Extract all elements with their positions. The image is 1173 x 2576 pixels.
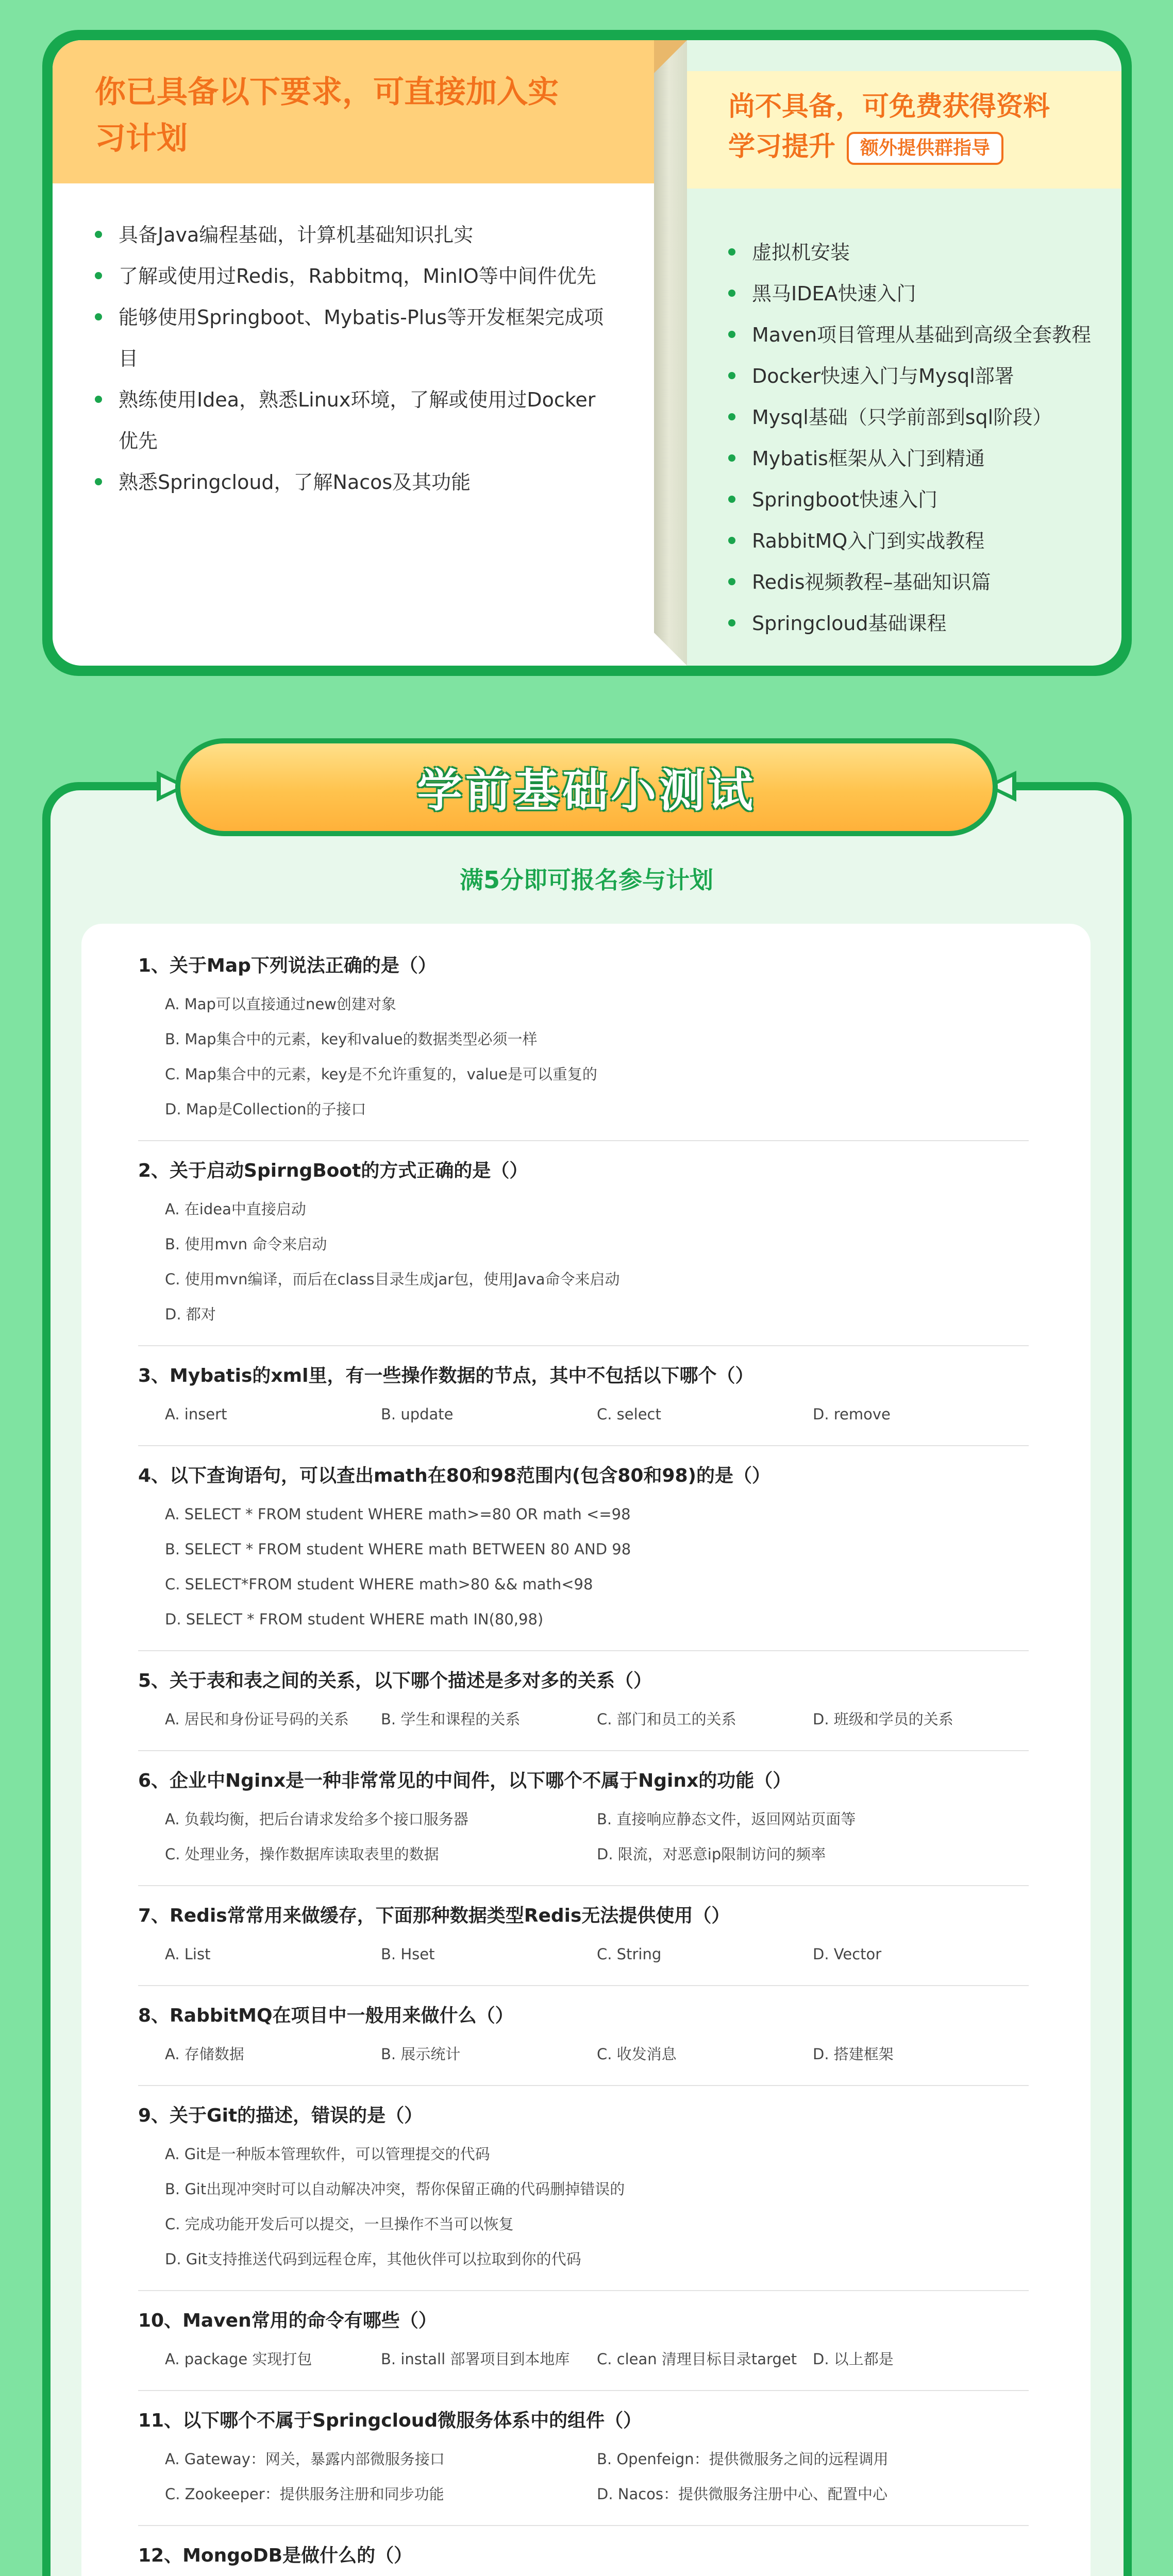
option: A. Map可以直接通过new创建对象: [165, 995, 396, 1013]
questions-list: [81, 924, 1091, 2576]
option: C. Zookeeper：提供服务注册和同步功能: [165, 2485, 444, 2503]
question-options: [138, 1192, 1029, 1332]
question-title: 9、关于Git的描述，错误的是（）: [138, 2105, 423, 2126]
option: A. SELECT * FROM student WHERE math>=80 OR math <=98: [165, 1505, 631, 1523]
option: A. insert: [165, 1405, 227, 1423]
option: D. Git支持推送代码到远程仓库，其他伙伴可以拉取到你的代码: [165, 2250, 581, 2268]
list-item: 虚拟机安装: [728, 232, 1110, 273]
question-item: [138, 1901, 1029, 1986]
page-fold-decoration: [654, 40, 687, 666]
option: D. Map是Collection的子接口: [165, 1100, 366, 1118]
page-fold-bottom: [654, 633, 687, 666]
option: B. Hset: [381, 1945, 435, 1963]
question-options: [138, 987, 1029, 1127]
question-item: [138, 951, 1029, 1141]
option: B. 展示统计: [381, 2045, 461, 2063]
option: B. install 部署项目到本地库: [381, 2350, 570, 2368]
requirements-panel: [42, 30, 1132, 676]
option: A. 负载均衡，把后台请求发给多个接口服务器: [165, 1810, 468, 1828]
question-item: [138, 1361, 1029, 1446]
option: D. SELECT * FROM student WHERE math IN(80,98): [165, 1611, 544, 1628]
requirements-list: [53, 183, 654, 503]
option: B. 直接响应静态文件，返回网站页面等: [597, 1810, 856, 1828]
option: C. 收发消息: [597, 2045, 677, 2063]
list-item: Springcloud基础课程: [728, 603, 1110, 644]
group-guidance-badge: 额外提供群指导: [847, 132, 1003, 165]
option: C. clean 清理目标目录target: [597, 2350, 797, 2368]
list-item: Springboot快速入门: [728, 479, 1110, 520]
option: A. Git是一种版本管理软件，可以管理提交的代码: [165, 2145, 490, 2163]
option: B. Map集合中的元素，key和value的数据类型必须一样: [165, 1030, 538, 1048]
question-options: [138, 1497, 1029, 1637]
question-options: [138, 2137, 1029, 2277]
option: B. Git出现冲突时可以自动解决冲突，帮你保留正确的代码删掉错误的: [165, 2180, 625, 2198]
requirements-left-card: [53, 40, 654, 666]
question-options: [138, 1397, 1029, 1432]
option: D. remove: [813, 1405, 891, 1423]
questions-card: [81, 924, 1091, 2576]
option: B. update: [381, 1405, 454, 1423]
question-item: [138, 1156, 1029, 1346]
quiz-subtitle: 满5分即可报名参与计划: [459, 866, 713, 894]
right-title-line2: 学习提升: [728, 131, 836, 162]
list-item: Mysql基础（只学前部到sql阶段）: [728, 397, 1110, 438]
resources-list: [728, 232, 1110, 644]
question-item: [138, 2001, 1029, 2086]
left-card-title: 你已具备以下要求，可直接加入实习计划: [95, 74, 559, 157]
list-item: 熟练使用Idea，熟悉Linux环境，了解或使用过Docker优先: [95, 379, 613, 462]
question-title: 2、关于启动SpirngBoot的方式正确的是（）: [138, 1160, 528, 1181]
question-item: [138, 1461, 1029, 1651]
option: B. Openfeign：提供微服务之间的远程调用: [597, 2450, 889, 2468]
option: D. Nacos：提供微服务注册中心、配置中心: [597, 2485, 888, 2503]
option: B. SELECT * FROM student WHERE math BETWEEN 80 AND 98: [165, 1540, 631, 1558]
list-item: Docker快速入门与Mysql部署: [728, 355, 1110, 397]
question-options: [138, 2342, 1029, 2377]
list-item: 黑马IDEA快速入门: [728, 273, 1110, 314]
question-options: [138, 2037, 1029, 2072]
question-title: 5、关于表和表之间的关系，以下哪个描述是多对多的关系（）: [138, 1670, 652, 1691]
right-title-line1: 尚不具备，可免费获得资料: [728, 91, 1050, 122]
option: C. SELECT*FROM student WHERE math>80 && math<98: [165, 1575, 593, 1593]
question-item: [138, 2405, 1029, 2526]
right-card-header: [687, 71, 1121, 189]
option: C. 完成功能开发后可以提交，一旦操作不当可以恢复: [165, 2215, 514, 2233]
option: D. 班级和学员的关系: [813, 1710, 953, 1728]
option: A. 居民和身份证号码的关系: [165, 1710, 349, 1728]
option: D. Vector: [813, 1945, 882, 1963]
option: D. 搭建框架: [813, 2045, 894, 2063]
question-title: 10、Maven常用的命令有哪些（）: [138, 2310, 437, 2331]
question-item: [138, 1666, 1029, 1751]
list-item: Mybatis框架从入门到精通: [728, 438, 1110, 479]
question-item: [138, 2100, 1029, 2291]
list-item: 熟悉Springcloud，了解Nacos及其功能: [95, 462, 613, 503]
option: D. 限流，对恶意ip限制访问的频率: [597, 1845, 826, 1863]
list-item: RabbitMQ入门到实战教程: [728, 520, 1110, 562]
question-title: 1、关于Map下列说法正确的是（）: [138, 955, 437, 976]
right-card-title: [728, 87, 1111, 167]
option: A. 在idea中直接启动: [165, 1200, 306, 1218]
question-title: 6、企业中Nginx是一种非常常见的中间件，以下哪个不属于Nginx的功能（）: [138, 1770, 792, 1791]
question-title: 11、以下哪个不属于Springcloud微服务体系中的组件（）: [138, 2410, 642, 2431]
question-item: [138, 2306, 1029, 2391]
option: C. 使用mvn编译，而后在class目录生成jar包，使用Java命令来启动: [165, 1270, 620, 1288]
option: A. List: [165, 1945, 211, 1963]
quiz-banner: [175, 738, 998, 836]
question-title: 3、Mybatis的xml里，有一些操作数据的节点，其中不包括以下哪个（）: [138, 1365, 754, 1386]
requirements-inner: [53, 40, 1121, 666]
question-item: [138, 1766, 1029, 1886]
left-card-header: [53, 40, 654, 183]
quiz-banner-title: 学前基础小测试: [416, 764, 756, 817]
option: B. 使用mvn 命令来启动: [165, 1235, 327, 1253]
option: A. Gateway：网关，暴露内部微服务接口: [165, 2450, 445, 2468]
option: C. Map集合中的元素，key是不允许重复的，value是可以重复的: [165, 1065, 597, 1083]
option: C. 部门和员工的关系: [597, 1710, 736, 1728]
question-options: [138, 1702, 1029, 1737]
list-item: 了解或使用过Redis，Rabbitmq，MinIO等中间件优先: [95, 256, 613, 297]
option: C. select: [597, 1405, 661, 1423]
option: D. 以上都是: [813, 2350, 894, 2368]
list-item: Maven项目管理从基础到高级全套教程: [728, 314, 1110, 355]
question-title: 8、RabbitMQ在项目中一般用来做什么（）: [138, 2005, 514, 2026]
option: C. String: [597, 1945, 662, 1963]
quiz-banner-fill: [180, 743, 993, 831]
question-options: [138, 1802, 1029, 1872]
option: D. 都对: [165, 1306, 216, 1323]
option: C. 处理业务，操作数据库读取表里的数据: [165, 1845, 439, 1863]
question-title: 12、MongoDB是做什么的（）: [138, 2545, 413, 2566]
question-title: 4、以下查询语句，可以查出math在80和98范围内(包含80和98)的是（）: [138, 1465, 770, 1486]
question-options: [138, 1937, 1029, 1972]
list-item: 具备Java编程基础，计算机基础知识扎实: [95, 214, 613, 256]
option: B. 学生和课程的关系: [381, 1710, 521, 1728]
page-fold-top: [654, 40, 687, 73]
list-item: Redis视频教程–基础知识篇: [728, 562, 1110, 603]
question-title: 7、Redis常常用来做缓存，下面那种数据类型Redis无法提供使用（）: [138, 1905, 730, 1926]
option: A. package 实现打包: [165, 2350, 312, 2368]
question-options: [138, 2442, 1029, 2512]
question-item: [138, 2540, 1029, 2576]
option: A. 存储数据: [165, 2045, 244, 2063]
list-item: 能够使用Springboot、Mybatis-Plus等开发框架完成项目: [95, 297, 613, 379]
